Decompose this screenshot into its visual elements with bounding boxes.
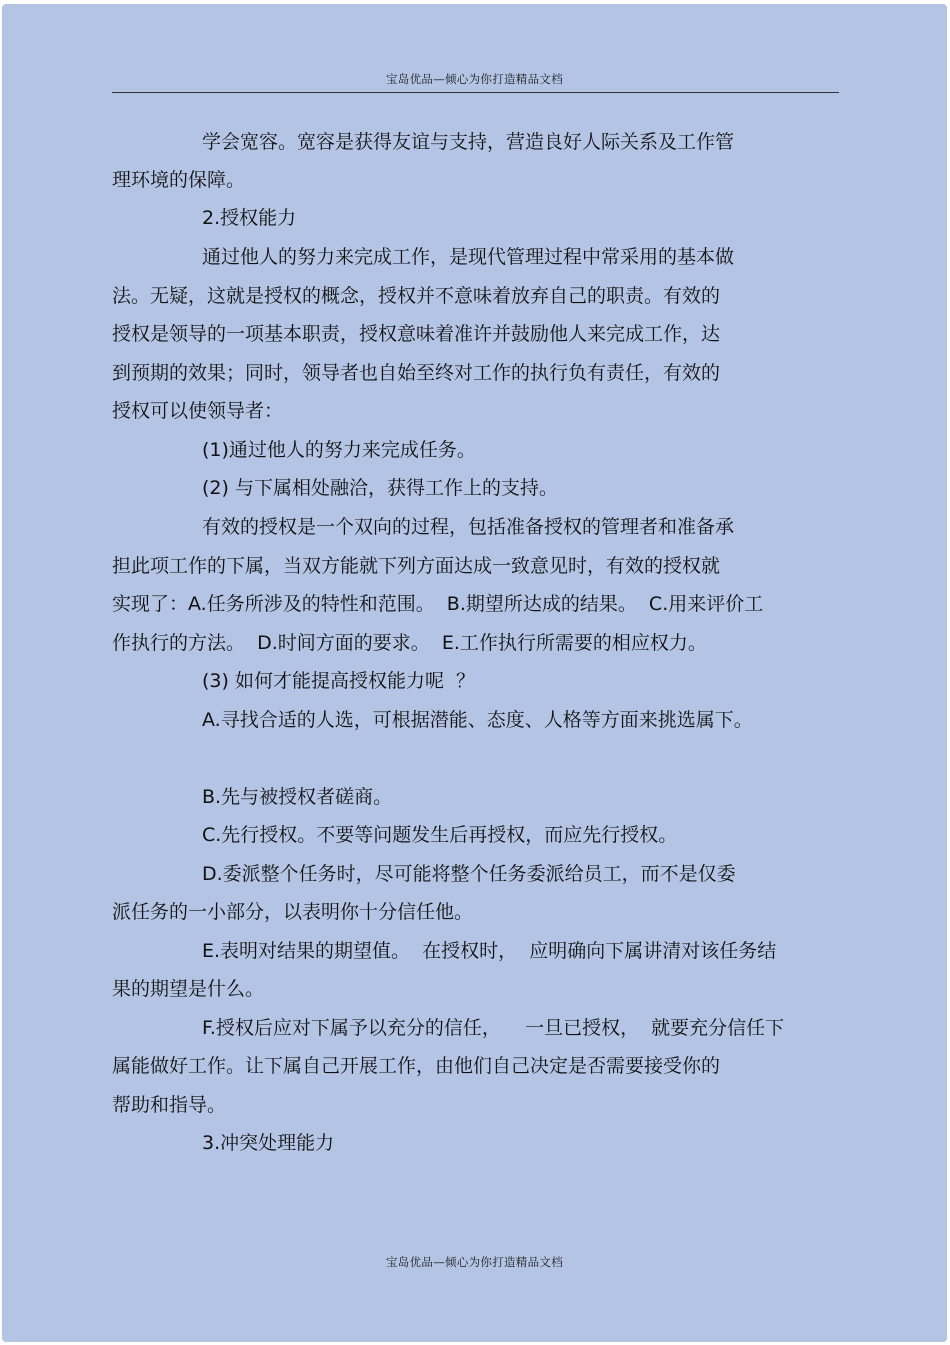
paragraph-line: 理环境的保障。: [112, 169, 246, 191]
paragraph-line: 有效的授权是一个双向的过程，包括准备授权的管理者和准备承: [202, 516, 735, 538]
list-item: (3) 如何才能提高授权能力呢 ？: [202, 670, 476, 692]
paragraph-line: 通过他人的努力来完成工作，是现代管理过程中常采用的基本做: [202, 246, 735, 268]
list-item: F.授权后应对下属予以充分的信任， 一旦已授权， 就要充分信任下: [202, 1017, 785, 1039]
section-heading: 2.授权能力: [202, 207, 297, 229]
page-footer: 宝岛优品—倾心为你打造精品文档: [386, 1255, 563, 1269]
page-header: 宝岛优品—倾心为你打造精品文档: [386, 72, 563, 86]
paragraph-line: 属能做好工作。让下属自己开展工作，由他们自己决定是否需要接受你的: [112, 1055, 721, 1077]
document-page: [2, 4, 947, 1342]
section-heading: 3.冲突处理能力: [202, 1132, 335, 1154]
paragraph-line: 授权是领导的一项基本职责，授权意味着准许并鼓励他人来完成工作，达: [112, 323, 721, 345]
list-item: E.表明对结果的期望值。 在授权时， 应明确向下属讲清对该任务结: [202, 940, 777, 962]
paragraph-line: 担此项工作的下属，当双方能就下列方面达成一致意见时，有效的授权就: [112, 555, 721, 577]
list-item: (2) 与下属相处融洽，获得工作上的支持。: [202, 477, 558, 499]
paragraph-line: 果的期望是什么。: [112, 978, 265, 1000]
list-item: (1)通过他人的努力来完成任务。: [202, 439, 476, 461]
paragraph-line: 派任务的一小部分，以表明你十分信任他。: [112, 901, 474, 923]
list-item: C.先行授权。不要等问题发生后再授权，而应先行授权。: [202, 824, 678, 846]
paragraph-line: 授权可以使领导者：: [112, 400, 284, 422]
list-item: D.委派整个任务时，尽可能将整个任务委派给员工，而不是仅委: [202, 863, 736, 885]
header-divider: [112, 92, 839, 93]
paragraph-line: 实现了：A.任务所涉及的特性和范围。 B.期望所达成的结果。 C.用来评价工: [112, 593, 764, 615]
list-item: A.寻找合适的人选，可根据潜能、态度、人格等方面来挑选属下。: [202, 709, 753, 731]
paragraph-line: 到预期的效果；同时，领导者也自始至终对工作的执行负有责任，有效的: [112, 362, 721, 384]
paragraph-line: 法。无疑，这就是授权的概念，授权并不意味着放弃自己的职责。有效的: [112, 285, 721, 307]
paragraph-line: 学会宽容。宽容是获得友谊与支持，营造良好人际关系及工作管: [202, 131, 735, 153]
paragraph-line: 帮助和指导。: [112, 1094, 227, 1116]
paragraph-line: 作执行的方法。 D.时间方面的要求。 E.工作执行所需要的相应权力。: [112, 632, 707, 654]
list-item: B.先与被授权者磋商。: [202, 786, 393, 808]
